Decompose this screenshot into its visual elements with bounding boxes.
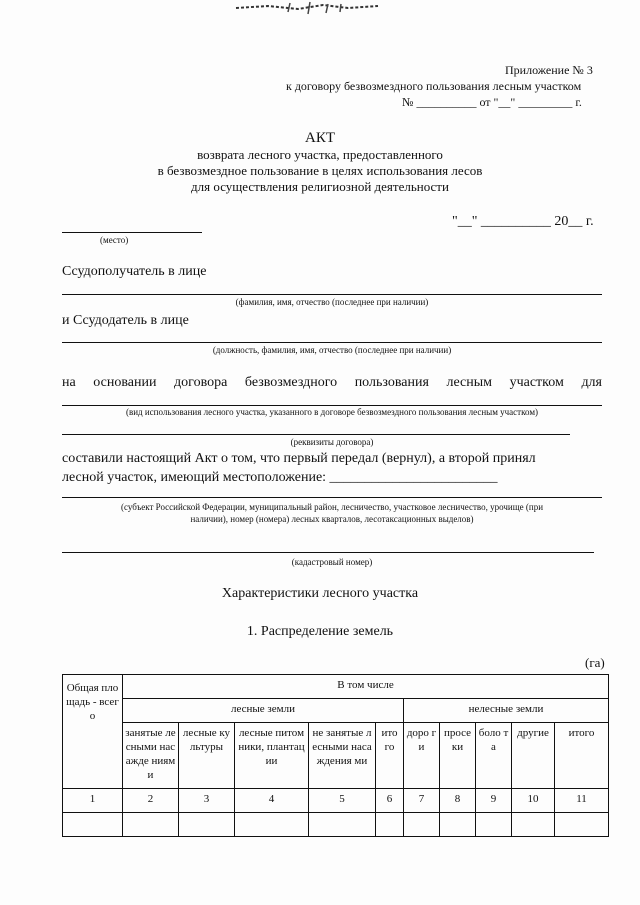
land-distribution-table — [62, 674, 609, 837]
basis-word: участком — [509, 375, 564, 390]
location-caption-1: (субъект Российской Федерации, муниципальный район, лесничество, участковое лесничество, урочище (при — [120, 502, 544, 512]
location-caption-2: наличии), номер (номера) лесных кварталов, лесотаксационных выделов) — [190, 514, 474, 524]
empty-data-row — [63, 813, 609, 837]
place-caption: (место) — [100, 235, 129, 245]
contract-reference: к договору безвозмездного пользования лесным участком — [286, 79, 582, 93]
place-line — [62, 232, 202, 233]
column-number: 8 — [440, 789, 476, 813]
basis-word: основании — [93, 375, 157, 390]
nonforest-lands-header: нелесные земли — [404, 699, 609, 723]
title-line-3: для осуществления религиозной деятельности — [191, 179, 449, 194]
section-subtitle: 1. Распределение земель — [246, 624, 394, 639]
column-number: 5 — [309, 789, 376, 813]
column-header: лесные культуры — [179, 723, 235, 789]
total-area-header: Общая площадь - всего — [63, 675, 123, 789]
column-header: просе ки — [440, 723, 476, 789]
use-line — [62, 405, 602, 406]
column-header: другие — [512, 723, 555, 789]
document-title: АКТ — [305, 130, 335, 146]
table-cell — [512, 813, 555, 837]
column-number: 11 — [555, 789, 609, 813]
unit-label: (га) — [585, 655, 605, 670]
column-number: 1 — [63, 789, 123, 813]
contract-number-line: № __________ от "__" _________ г. — [402, 95, 582, 109]
table-cell — [123, 813, 179, 837]
scan-artifact — [228, 0, 388, 18]
basis-word: на — [62, 375, 76, 390]
column-number: 9 — [476, 789, 512, 813]
requisites-line — [62, 434, 570, 435]
table-cell — [63, 813, 123, 837]
title-line-1: возврата лесного участка, предоставленного — [197, 147, 443, 162]
column-number: 3 — [179, 789, 235, 813]
borrower-line — [62, 294, 602, 295]
basis-word: договора — [174, 375, 228, 390]
basis-word: для — [581, 375, 602, 390]
column-header: лесные питомники, плантации — [235, 723, 309, 789]
borrower-caption: (фамилия, имя, отчество (последнее при наличии) — [235, 297, 429, 307]
requisites-caption: (реквизиты договора) — [290, 437, 374, 447]
act-date: "__" __________ 20__ г. — [452, 214, 594, 229]
lender-line — [62, 342, 602, 343]
table-cell — [440, 813, 476, 837]
column-header: занятые лесными насажде ниями — [123, 723, 179, 789]
column-number: 2 — [123, 789, 179, 813]
statement-line-2: лесной участок, имеющий местоположение: ________________________ — [62, 470, 498, 485]
forest-lands-header: лесные земли — [123, 699, 404, 723]
basis-word: пользования — [354, 375, 429, 390]
lender-label: и Ссудодатель в лице — [62, 313, 189, 328]
column-number: 10 — [512, 789, 555, 813]
lender-caption: (должность, фамилия, имя, отчество (последнее при наличии) — [212, 345, 452, 355]
location-line — [62, 497, 602, 498]
basis-word: безвозмездного — [244, 375, 338, 390]
header-row-3 — [63, 723, 609, 789]
borrower-label: Ссудополучатель в лице — [62, 264, 207, 279]
table-cell — [476, 813, 512, 837]
including-header: В том числе — [123, 675, 609, 699]
statement-line-1: составили настоящий Акт о том, что первый передал (вернул), а второй принял — [62, 451, 536, 466]
table-cell — [404, 813, 440, 837]
cadastral-caption: (кадастровый номер) — [291, 557, 373, 567]
column-number: 6 — [376, 789, 404, 813]
table-cell — [309, 813, 376, 837]
column-header: боло та — [476, 723, 512, 789]
use-caption: (вид использования лесного участка, указанного в договоре безвозмездного пользования лесным участком) — [125, 407, 539, 417]
table-cell — [235, 813, 309, 837]
appendix-label: Приложение № 3 — [505, 63, 593, 77]
column-header: итого — [555, 723, 609, 789]
column-header: доро ги — [404, 723, 440, 789]
table-cell — [376, 813, 404, 837]
column-header: ито го — [376, 723, 404, 789]
header-row-2 — [63, 699, 609, 723]
header-row-1 — [63, 675, 609, 699]
column-number: 7 — [404, 789, 440, 813]
cadastral-line — [62, 552, 594, 553]
column-number-row — [63, 789, 609, 813]
column-header: не занятые лесными насаждения ми — [309, 723, 376, 789]
basis-word: лесным — [446, 375, 492, 390]
basis-text — [62, 375, 602, 391]
table-cell — [179, 813, 235, 837]
title-line-2: в безвозмездное пользование в целях использования лесов — [157, 163, 483, 178]
table-cell — [555, 813, 609, 837]
section-title: Характеристики лесного участка — [221, 586, 419, 601]
column-number: 4 — [235, 789, 309, 813]
